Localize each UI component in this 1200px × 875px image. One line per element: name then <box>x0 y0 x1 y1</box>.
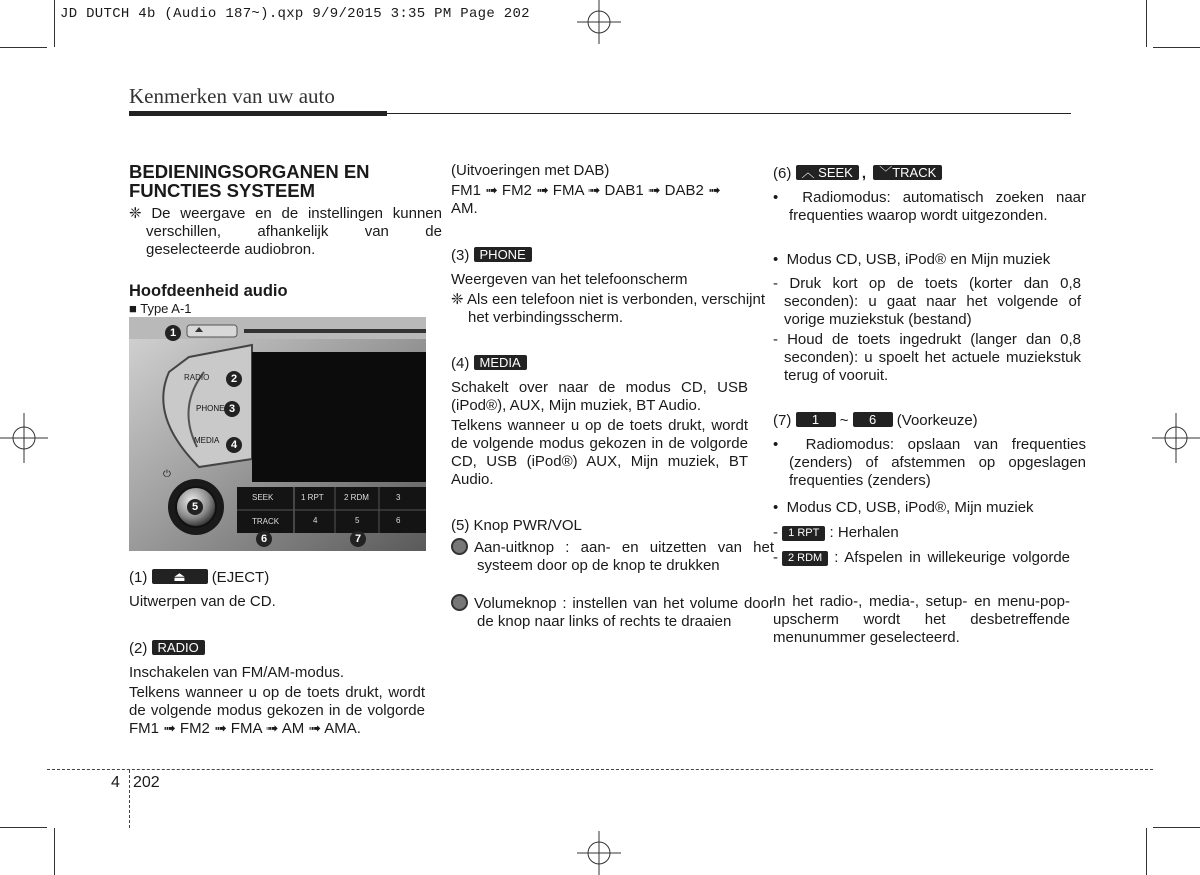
callout-1: 1 <box>165 325 181 341</box>
item-2-number: (2) <box>129 640 148 657</box>
preset-1-button: 1 RPT <box>301 493 324 502</box>
preset-4-button: 4 <box>313 516 318 525</box>
callout-7: 7 <box>350 531 366 547</box>
item-6-dash-2: - Houd de toets ingedrukt (langer dan 0,8 seconden): u spoelt het actuele muziekstuk terug of vooruit. <box>773 331 1081 384</box>
crop-mark <box>1146 0 1147 47</box>
chevron-up-icon: ︿ <box>801 165 815 180</box>
svg-text:⏻: ⏻ <box>163 469 171 480</box>
crop-mark <box>54 828 55 875</box>
callout-6: 6 <box>256 531 272 547</box>
closing-paragraph: In het radio-, media-, setup- en menu-pop-upscherm wordt het desbetreffende menunummer geselecteerd. <box>773 593 1070 646</box>
item-7-line <box>773 412 1070 430</box>
item-5-volume-text: Volumeknop : instellen van het volume door de knop naar links of rechts te draaien <box>474 595 774 630</box>
seek-button-label: SEEK <box>252 493 274 502</box>
crop-mark <box>1146 828 1147 875</box>
type-label: ■ Type A-1 <box>129 301 192 316</box>
item-6-dash-1: - Druk kort op de toets (korter dan 0,8 seconden): u gaat naar het volgende of vorige muziekstuk (bestand) <box>773 275 1081 328</box>
callout-4: 4 <box>226 437 242 453</box>
item-6-bullet-2: • Modus CD, USB, iPod® en Mijn muziek <box>773 251 1051 268</box>
radio-button: RADIO <box>184 373 210 382</box>
media-button: MEDIA <box>194 436 220 445</box>
dab-variant-label: (Uitvoeringen met DAB) <box>451 162 610 179</box>
separator: , <box>861 165 867 182</box>
item-3-number: (3) <box>451 247 470 264</box>
dab-sequence: FM1 ➟ FM2 ➟ FMA ➟ DAB1 ➟ DAB2 ➟ AM. <box>451 182 721 217</box>
callout-2: 2 <box>226 371 242 387</box>
item-4-number: (4) <box>451 355 470 372</box>
power-knob-icon <box>451 538 468 555</box>
registration-mark-icon <box>0 413 50 463</box>
crop-mark <box>54 0 55 47</box>
header-rule-thin <box>387 113 1071 114</box>
registration-mark-icon <box>575 828 625 875</box>
item-1-description: Uitwerpen van de CD. <box>129 593 276 610</box>
crop-mark <box>0 827 47 828</box>
item-3-note <box>451 291 765 327</box>
item-1-number: (1) <box>129 569 148 586</box>
subheading: Hoofdeenheid audio <box>129 282 288 300</box>
print-slug: JD DUTCH 4b (Audio 187~).qxp 9/9/2015 3:35 PM Page 202 <box>60 6 530 22</box>
callout-3: 3 <box>224 401 240 417</box>
crop-mark <box>1153 827 1200 828</box>
item-7-bullet-1: • Radiomodus: opslaan van frequenties (zenders) of afstemmen op opgeslagen frequenties (zenders) <box>773 436 1086 489</box>
rdm-badge: 2 RDM <box>782 551 828 566</box>
eject-icon: ⏏ <box>152 569 208 584</box>
item-5-title: (5) Knop PWR/VOL <box>451 517 582 534</box>
media-badge: MEDIA <box>474 355 527 370</box>
preset-6-button: 6 <box>396 516 401 525</box>
item-1-line <box>129 569 425 587</box>
chevron-down-icon: ﹀ <box>879 165 893 180</box>
item-5-power <box>451 538 774 575</box>
preset-6-badge: 6 <box>853 412 893 427</box>
registration-mark-icon <box>575 0 625 50</box>
item-3-note-text: Als een telefoon niet is verbonden, verschijnt het verbindingsscherm. <box>466 291 765 326</box>
rdm-line: - 2 RDM : Afspelen in willekeurige volgorde <box>773 549 1070 566</box>
item-5-volume <box>451 594 774 631</box>
main-heading: BEDIENINGSORGANEN EN FUNCTIES SYSTEEM <box>129 161 370 201</box>
radio-illustration <box>129 317 426 551</box>
item-6-number: (6) <box>773 165 792 182</box>
item-2-sequence: Telkens wanneer u op de toets drukt, wordt de volgende modus gekozen in de volgorde FM1 ➟ FM2 ➟ FMA ➟ AM ➟ AMA. <box>129 684 425 737</box>
callout-5: 5 <box>187 499 203 515</box>
rpt-badge: 1 RPT <box>782 526 825 541</box>
item-4-sequence: Telkens wanneer u op de toets drukt, wordt de volgende modus gekozen in de volgorde CD, USB (iPod®) AUX, Mijn muziek, BT Audio. <box>451 417 748 488</box>
footer-dashed-rule <box>47 769 1153 770</box>
footer-dashed-divider <box>129 770 130 828</box>
rdm-description: : Afspelen in willekeurige volgorde <box>834 549 1070 566</box>
item-3-line <box>451 247 748 265</box>
tilde: ~ <box>839 412 849 429</box>
item-6-bullet-1: • Radiomodus: automatisch zoeken naar frequenties waarop wordt uitgezonden. <box>773 189 1086 224</box>
track-badge: ﹀TRACK <box>873 165 942 180</box>
registration-mark-icon <box>1150 413 1200 463</box>
item-1-label: (EJECT) <box>211 569 270 586</box>
item-2-line <box>129 640 425 658</box>
preset-2-button: 2 RDM <box>344 493 369 502</box>
item-3-description: Weergeven van het telefoonscherm <box>451 271 688 288</box>
note-symbol: ❈ <box>129 205 142 222</box>
page-number: 202 <box>133 774 160 791</box>
item-4-description: Schakelt over naar de modus CD, USB (iPod®), AUX, Mijn muziek, BT Audio. <box>451 379 748 414</box>
note-symbol: ❈ <box>451 291 464 308</box>
preset-1-badge: 1 <box>796 412 836 427</box>
crop-mark <box>0 47 47 48</box>
section-title: Kenmerken van uw auto <box>129 84 335 108</box>
note-text: De weergave en de instellingen kunnen verschillen, afhankelijk van de geselecteerde audiobron. <box>146 205 442 258</box>
preset-3-button: 3 <box>396 493 401 502</box>
item-5-power-text: Aan-uitknop : aan- en uitzetten van het systeem door op de knop te drukken <box>474 539 774 574</box>
note-paragraph <box>129 205 442 259</box>
item-4-line <box>451 355 748 373</box>
phone-badge: PHONE <box>474 247 532 262</box>
item-7-number: (7) <box>773 412 792 429</box>
rpt-description: : Herhalen <box>829 524 899 541</box>
header-rule-thick <box>129 111 387 116</box>
crop-mark <box>1153 47 1200 48</box>
phone-button: PHONE <box>196 404 225 413</box>
radio-badge: RADIO <box>152 640 205 655</box>
volume-knob-icon <box>451 594 468 611</box>
item-7-bullet-2: • Modus CD, USB, iPod®, Mijn muziek <box>773 499 1034 516</box>
item-6-line <box>773 165 1070 183</box>
preset-5-button: 5 <box>355 516 360 525</box>
item-7-label: (Voorkeuze) <box>896 412 978 429</box>
seek-badge: ︿ SEEK <box>796 165 859 180</box>
item-2-description: Inschakelen van FM/AM-modus. <box>129 664 345 681</box>
rpt-line: - 1 RPT : Herhalen <box>773 524 899 541</box>
chapter-number: 4 <box>111 774 120 791</box>
track-button-label: TRACK <box>252 517 280 526</box>
